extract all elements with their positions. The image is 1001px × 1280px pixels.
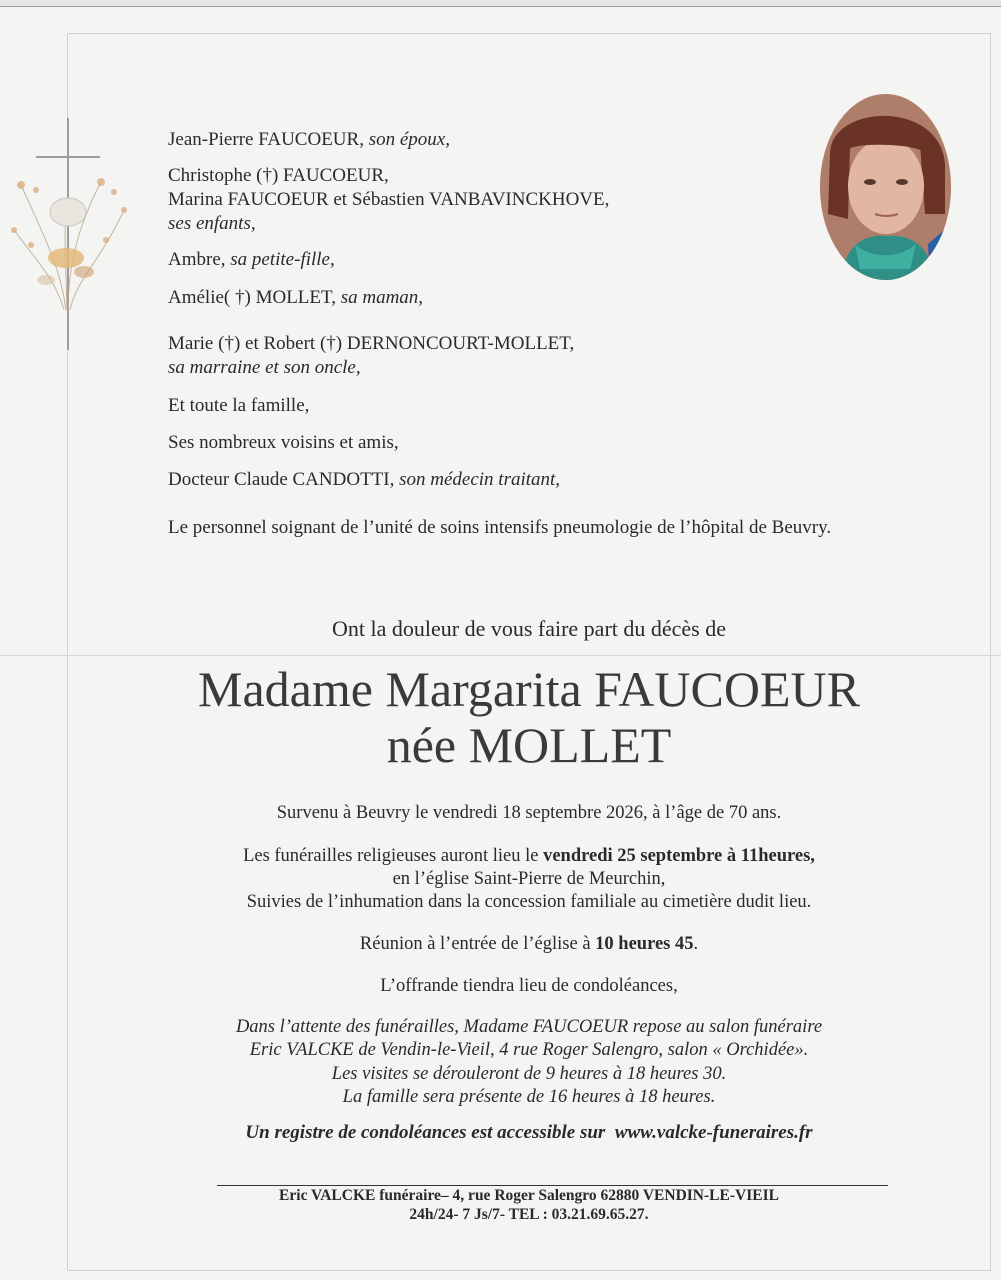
- flower-bouquet-icon: [6, 170, 134, 310]
- footer-phone: 24h/24- 7 Js/7- TEL : 03.21.69.65.27.: [409, 1206, 649, 1223]
- death-info: Survenu à Beuvry le vendredi 18 septembre 2026, à l’âge de 70 ans.: [276, 803, 782, 823]
- family-line-spouse: Jean-Pierre FAUCOEUR, son époux,: [168, 129, 450, 150]
- family-line-neighbors: Ses nombreux voisins et amis,: [168, 432, 399, 453]
- family-line-godparents-role: sa marraine et son oncle,: [168, 357, 361, 378]
- footer-address: Eric VALCKE funéraire– 4, rue Roger Salengro 62880 VENDIN-LE-VIEIL: [279, 1187, 779, 1204]
- funeral-line-1: Les funérailles religieuses auront lieu le vendredi 25 septembre à 11heures,: [243, 846, 815, 866]
- scan-top-edge: [0, 0, 1001, 7]
- meeting-info: Réunion à l’entrée de l’église à 10 heures 45.: [359, 934, 699, 954]
- family-line-staff: Le personnel soignant de l’unité de soins intensifs pneumologie de l’hôpital de Beuvry.: [168, 517, 832, 538]
- announcement: Ont la douleur de vous faire part du décès de: [331, 616, 727, 641]
- portrait-image: [820, 94, 951, 280]
- portrait-photo: [820, 94, 951, 280]
- viewing-line-1: Dans l’attente des funérailles, Madame FAUCOEUR repose au salon funéraire: [235, 1017, 823, 1037]
- viewing-line-3: Les visites se dérouleront de 9 heures à 18 heures 30.: [331, 1064, 727, 1084]
- offering-info: L’offrande tiendra lieu de condoléances,: [380, 976, 678, 996]
- fold-line: [0, 655, 1001, 656]
- viewing-line-4: La famille sera présente de 16 heures à 18 heures.: [342, 1087, 716, 1107]
- family-line-children-role: ses enfants,: [168, 213, 256, 234]
- family-line-granddaughter: Ambre, sa petite-fille,: [168, 249, 335, 270]
- funeral-line-2: en l’église Saint-Pierre de Meurchin,: [392, 869, 666, 889]
- family-line-doctor: Docteur Claude CANDOTTI, son médecin traitant,: [168, 469, 561, 490]
- family-line-whole-family: Et toute la famille,: [168, 395, 310, 416]
- family-line-children-2: Marina FAUCOEUR et Sébastien VANBAVINCKHOVE,: [168, 189, 610, 210]
- family-line-children-1: Christophe (†) FAUCOEUR,: [168, 165, 389, 186]
- deceased-maiden-name: née MOLLET: [386, 717, 672, 773]
- viewing-line-2: Eric VALCKE de Vendin-le-Vieil, 4 rue Roger Salengro, salon « Orchidée».: [249, 1040, 809, 1060]
- family-line-mother: Amélie( †) MOLLET, sa maman,: [168, 287, 424, 308]
- funeral-line-3: Suivies de l’inhumation dans la concession familiale au cimetière dudit lieu.: [246, 892, 812, 912]
- footer-divider: [217, 1185, 888, 1186]
- condolence-registry-link[interactable]: Un registre de condoléances est accessible sur www.valcke-funeraires.fr: [245, 1122, 813, 1143]
- family-line-godparents: Marie (†) et Robert (†) DERNONCOURT-MOLLET,: [168, 333, 575, 354]
- deceased-name: Madame Margarita FAUCOEUR: [198, 661, 860, 717]
